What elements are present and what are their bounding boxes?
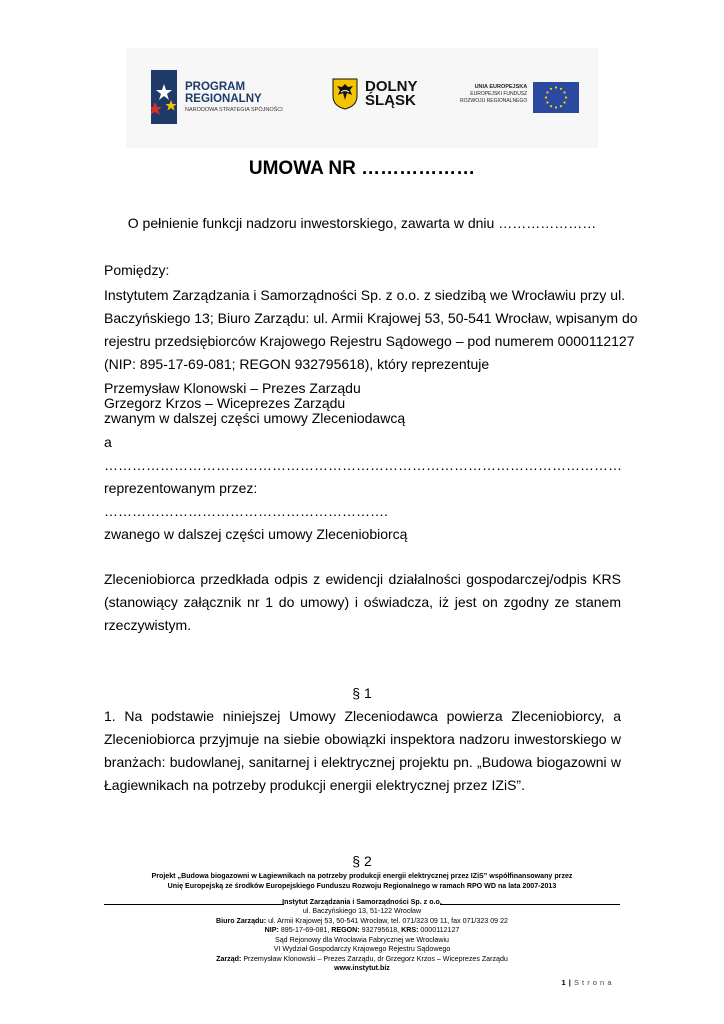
contractor-called-label: zwanego w dalszej części umowy Zleceniobiorcą	[104, 526, 408, 542]
representative-1: Przemysław Klonowski – Prezes Zarządu	[104, 380, 361, 396]
page-label: S t r o n a	[573, 978, 612, 987]
dolny-slask-line1: DOLNY	[365, 77, 418, 95]
section-1-line-3: branżach: budowlanej, sanitarnej i elektrycznej projektu pn. „Budowa biogazowni w	[104, 754, 621, 770]
section-2-heading: § 2	[352, 853, 372, 869]
footer-website: www.instytut.biz	[334, 963, 390, 972]
footer-regon-label: REGON:	[331, 926, 360, 935]
footer-office-label: Biuro Zarządu:	[216, 916, 267, 925]
funding-footnote	[0, 872, 724, 891]
funding-footnote-line-1: Projekt „Budowa biogazowni w Łagiewnikach na potrzeby produkcji energii elektrycznej przez IZiS” współfinansowany przez	[151, 872, 573, 880]
eagle-shield-icon	[332, 78, 358, 110]
footer-board-text: Przemysław Klonowski – Prezes Zarządu, dr Grzegorz Krzos – Wiceprezes Zarządu	[241, 954, 508, 963]
footer-company: Instytut Zarządzania i Samorządności Sp. z o.o.	[282, 898, 442, 906]
contract-title: UMOWA NR ………………	[248, 158, 476, 179]
section-1-heading: § 1	[352, 685, 372, 701]
funding-footnote-line-2: Unię Europejską ze środków Europejskiego Funduszu Rozwoju Regionalnego w ramach RPO WD na lata 2007-2013	[167, 881, 557, 890]
footer-board-label: Zarząd:	[216, 954, 242, 963]
representative-blank: …………………………………………………….	[104, 503, 388, 519]
eu-flag-icon	[533, 82, 579, 113]
representative-2: Grzegorz Krzos – Wiceprezes Zarządu	[104, 395, 346, 411]
dolny-slask-line2: ŚLĄSK	[365, 92, 416, 109]
represented-by-label: reprezentowanym przez:	[104, 480, 258, 496]
page-number-value: 1	[561, 978, 567, 987]
contractor-name-blank: …………………………………………………………………………………………………	[104, 457, 622, 473]
footer-court-2: VI Wydział Gospodarczy Krajowego Rejestru Sądowego	[273, 945, 451, 954]
page-separator: |	[566, 978, 574, 987]
eu-logo	[460, 82, 579, 113]
between-label: Pomiędzy:	[104, 262, 170, 278]
statement-line-2: (stanowiący załącznik nr 1 do umowy) i oświadcza, iż jest on zgodny ze stanem	[104, 594, 621, 610]
footer-regon: 932795618,	[359, 926, 402, 935]
eu-logo-line2: EUROPEJSKI FUNDUSZ	[470, 91, 528, 98]
program-logo-line1: PROGRAM	[185, 80, 246, 93]
eu-logo-line1: UNIA EUROPEJSKA	[474, 84, 528, 90]
footer-office-text: ul. Armii Krajowej 53, 50-541 Wrocław, tel. 071/323 09 11, fax 071/323 09 22	[266, 916, 508, 925]
eu-logo-line3: ROZWOJU REGIONALNEGO	[460, 98, 528, 105]
contract-subtitle: O pełnienie funkcji nadzoru inwestorskiego, zawarta w dniu …………………	[127, 215, 597, 231]
institute-line-4: (NIP: 895-17-69-081; REGON 932795618), który reprezentuje	[104, 356, 490, 372]
footer-address: ul. Baczyńskiego 13, 51-122 Wrocław	[302, 907, 422, 916]
program-logo-line3: NARODOWA STRATEGIA SPÓJNOŚCI	[185, 106, 283, 113]
footer-krs-label: KRS:	[401, 926, 419, 935]
footer-nip-label: NIP:	[264, 926, 279, 935]
statement-line-3: rzeczywistym.	[104, 617, 192, 633]
dolny-slask-logo	[332, 78, 418, 110]
section-1-line-4: Łagiewnikach na potrzeby produkcji energii elektrycznej przez IZiS”.	[104, 777, 525, 793]
program-regionalny-emblem-icon	[151, 70, 177, 124]
institute-line-2: Baczyńskiego 13; Biuro Zarządu: ul. Armii Krajowej 53, 50-541 Wrocław, wpisanym do	[104, 310, 638, 326]
logo-banner	[126, 48, 598, 148]
institute-line-1: Instytutem Zarządzania i Samorządności Sp. z o.o. z siedzibą we Wrocławiu przy ul.	[104, 287, 626, 303]
statement-line-1: Zleceniobiorca przedkłada odpis z ewidencji działalności gospodarczej/odpis KRS	[104, 571, 621, 587]
footer-krs: 0000112127	[418, 926, 460, 935]
institute-line-3: rejestru przedsiębiorców Krajowego Rejestru Sądowego – pod numerem 0000112127	[104, 333, 635, 349]
client-called-label: zwanym w dalszej części umowy Zleceniodawcą	[104, 410, 406, 426]
section-1-line-2: Zleceniobiorca przyjmuje na siebie obowiązki inspektora nadzoru inwestorskiego w	[104, 731, 621, 747]
footer-court-1: Sąd Rejonowy dla Wrocławia Fabrycznej we Wrocławiu	[275, 935, 449, 944]
company-footer	[0, 898, 724, 973]
footer-nip: 895-17-69-081,	[278, 926, 332, 935]
program-logo-line2: REGIONALNY	[185, 92, 262, 105]
and-label: a	[104, 434, 112, 450]
page-number	[562, 978, 612, 987]
program-regionalny-logo	[151, 70, 283, 124]
section-1-line-1: 1. Na podstawie niniejszej Umowy Zleceniodawca powierza Zleceniobiorcy, a	[104, 708, 621, 724]
